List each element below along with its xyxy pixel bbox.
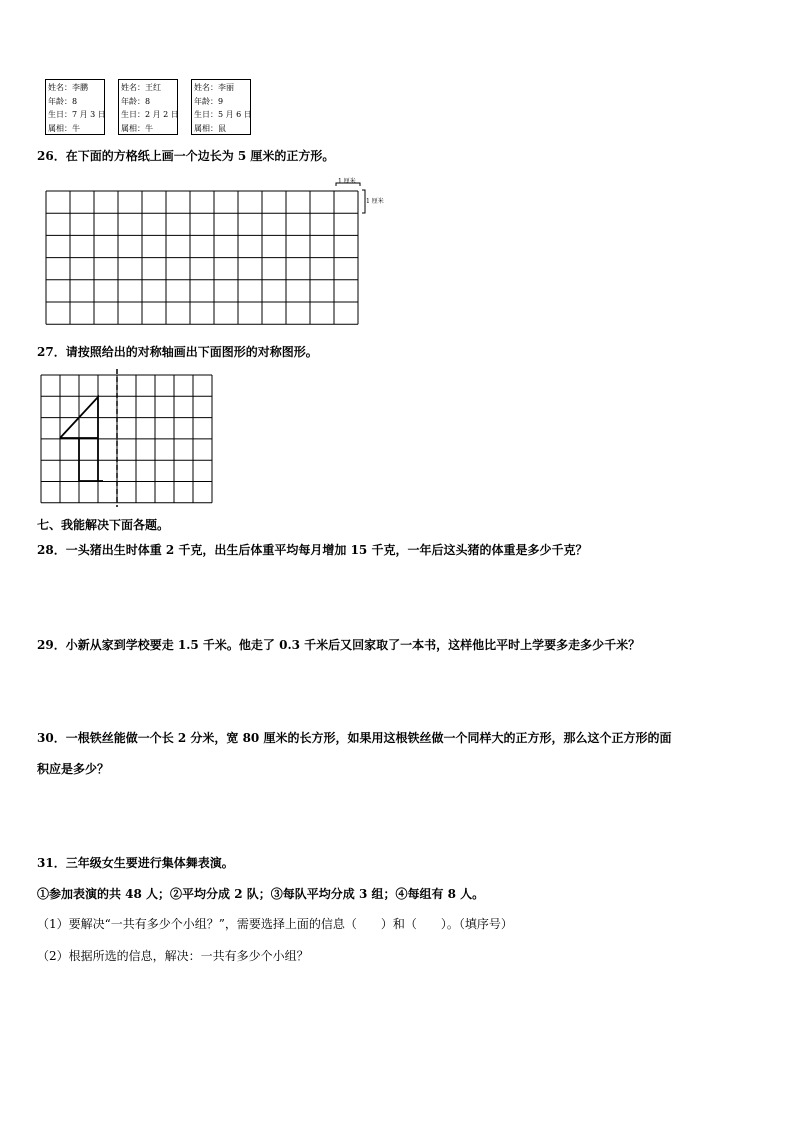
question-31: 31．三年级女生要进行集体舞表演。 [37,856,234,870]
legend-vertical-label: 1 厘米 [366,198,384,205]
card-zodiac: 属相：鼠 [194,123,226,133]
card-age: 年龄：8 [121,96,151,106]
question-31-sub2: （2）根据所选的信息，解决：一共有多少个小组？ [37,949,309,963]
question-30-line2: 积应是多少？ [37,762,110,776]
legend-horizontal-label: 1 厘米 [338,178,356,185]
card-age: 年龄：9 [194,96,224,106]
card-zodiac: 属相：牛 [48,123,80,133]
card-birthday: 生日：2 月 2 日 [121,110,179,119]
card-name: 姓名：王红 [121,83,161,92]
section-7-title: 七、我能解决下面各题。 [37,518,170,532]
question-29: 29．小新从家到学校要走 1.5 千米。他走了 0.3 千米后又回家取了一本书，这样他比平时上学要多走多少千米？ [37,638,641,652]
question-31-sub1: （1）要解决“一共有多少个小组？”，需要选择上面的信息（ ）和（ ）。（填序号） [37,917,513,931]
card-age: 年龄：8 [48,96,78,106]
question-26: 26．在下面的方格纸上画一个边长为 5 厘米的正方形。 [37,149,335,163]
card-name: 姓名：李丽 [194,83,234,92]
card-name: 姓名：李鹏 [48,83,88,92]
question-27: 27．请按照给出的对称轴画出下面图形的对称图形。 [37,345,318,359]
card-zodiac: 属相：牛 [121,123,153,133]
card-birthday: 生日：5 月 6 日 [194,110,252,119]
question-28: 28．一头猪出生时体重 2 千克，出生后体重平均每月增加 15 千克，一年后这头猪的体重是多少千克？ [37,543,588,557]
question-31-info: ①参加表演的共 48 人；②平均分成 2 队；③每队平均分成 3 组；④每组有 8 人。 [37,887,485,901]
symmetry-grid[interactable] [0,0,794,520]
question-30-line1: 30．一根铁丝能做一个长 2 分米，宽 80 厘米的长方形，如果用这根铁丝做一个同样大的正方形，那么这个正方形的面 [37,731,672,745]
card-birthday: 生日：7 月 3 日 [48,110,106,119]
